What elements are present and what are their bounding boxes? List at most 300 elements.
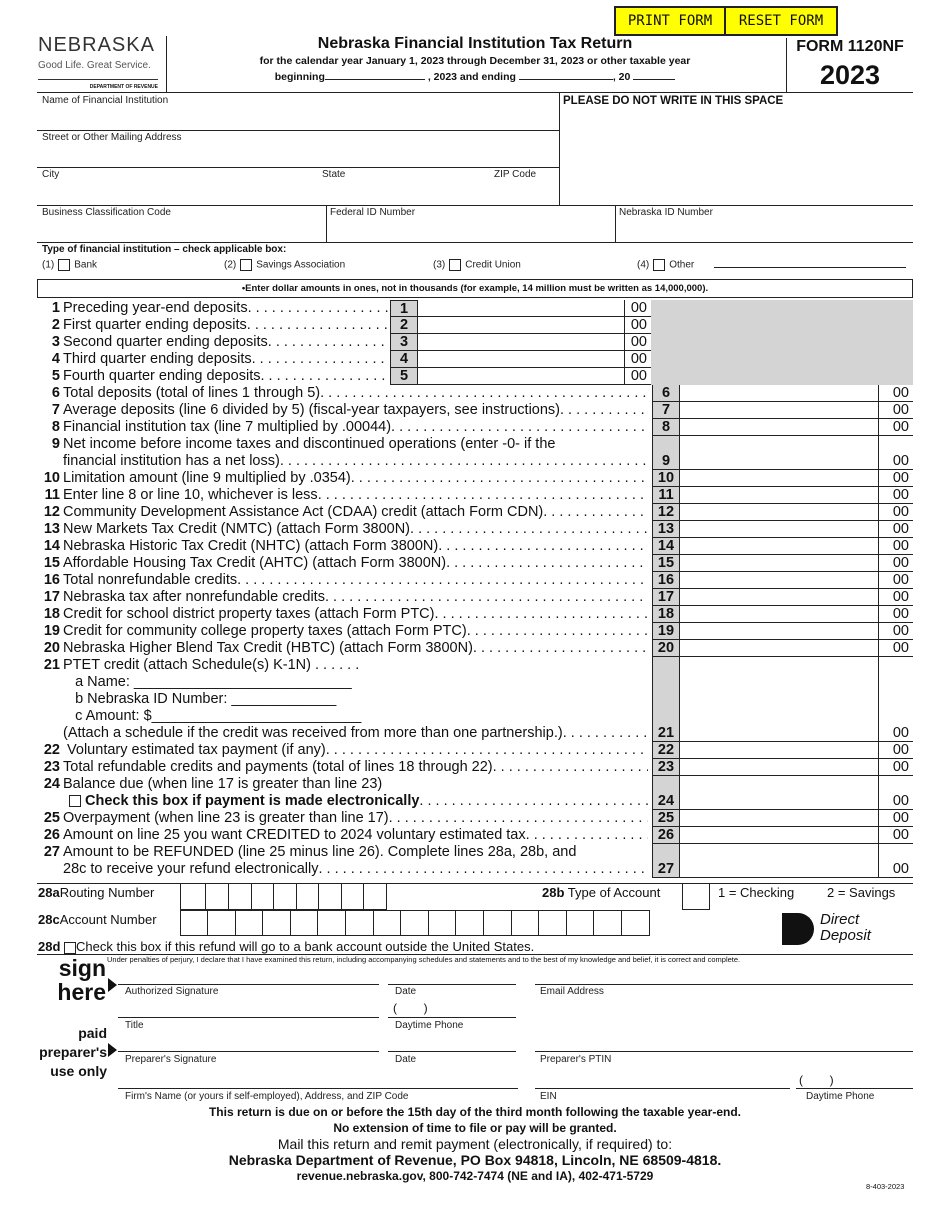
- shaded-area: [651, 351, 913, 368]
- line-text: 28c to receive your refund electronically: [63, 861, 319, 877]
- routing-digit[interactable]: [341, 883, 364, 910]
- ein-label: EIN: [540, 1091, 557, 1102]
- cents: 00: [878, 759, 913, 776]
- line-box: [652, 708, 680, 725]
- foreign-account-checkbox[interactable]: [64, 942, 76, 954]
- line-description: [63, 470, 648, 487]
- account-digit[interactable]: [290, 910, 318, 936]
- line-row: [0, 572, 950, 589]
- account-type-label: [542, 885, 660, 900]
- preparer-signature-line[interactable]: [118, 1051, 379, 1052]
- amount-input: [680, 844, 878, 861]
- line-description: [63, 640, 648, 657]
- phone-line[interactable]: [388, 1017, 516, 1018]
- divider: [559, 92, 560, 205]
- option-label: Bank: [74, 259, 98, 271]
- option-number: (3): [433, 259, 446, 271]
- inner-amount-input[interactable]: [418, 351, 624, 368]
- tax-year-period: [170, 71, 780, 83]
- amount-input[interactable]: [680, 521, 878, 538]
- routing-digit[interactable]: [206, 883, 229, 910]
- option-label: Other: [669, 259, 695, 271]
- amount-input[interactable]: [680, 725, 878, 742]
- dot-leader: [325, 589, 648, 606]
- line-box: [652, 844, 680, 861]
- dot-leader: [247, 317, 388, 334]
- cents: 00: [878, 827, 913, 844]
- cents: 00: [878, 861, 913, 878]
- cents: 00: [878, 623, 913, 640]
- rule: [37, 92, 913, 93]
- type-other[interactable]: [637, 259, 906, 271]
- label-text: Routing Number: [59, 885, 155, 900]
- line-description: [63, 419, 648, 436]
- dot-leader: [446, 555, 648, 572]
- amount-input[interactable]: [680, 555, 878, 572]
- line-row: [0, 708, 950, 725]
- name-label: Name of Financial Institution: [42, 95, 169, 106]
- shaded-area: [651, 317, 913, 334]
- phone-area-code: ( ): [393, 1001, 428, 1015]
- ein-line[interactable]: [535, 1088, 790, 1089]
- dot-leader: [280, 453, 648, 470]
- option-label: Savings Association: [256, 259, 346, 271]
- savings-option: 2 = Savings: [827, 885, 896, 900]
- line-box: 22: [652, 742, 680, 759]
- checkbox[interactable]: [449, 259, 461, 271]
- rule: [37, 205, 913, 206]
- inner-amount-input[interactable]: [418, 368, 624, 385]
- dot-leader: [560, 402, 648, 419]
- amount-input: [680, 708, 878, 725]
- account-digit[interactable]: [208, 910, 236, 936]
- checkbox[interactable]: [653, 259, 665, 271]
- amount-input[interactable]: [680, 623, 878, 640]
- email-line[interactable]: [535, 984, 913, 985]
- cents: 00: [878, 606, 913, 623]
- address-input[interactable]: [37, 145, 557, 165]
- line-description: [63, 436, 648, 453]
- line-row: [0, 470, 950, 487]
- cents: 00: [878, 555, 913, 572]
- line-box: [652, 657, 680, 674]
- dot-leader: [389, 810, 648, 827]
- line-row: [0, 351, 950, 368]
- line-description: [63, 385, 648, 402]
- cents: [878, 674, 913, 691]
- dot-leader: [351, 470, 648, 487]
- routing-digit[interactable]: [319, 883, 342, 910]
- account-digit[interactable]: [235, 910, 263, 936]
- label-text: Check this box if this refund will go to a bank account outside the United States.: [76, 939, 535, 954]
- line-text: Nebraska Historic Tax Credit (NHTC) (attach Form 3800N): [63, 538, 439, 554]
- cents: [878, 708, 913, 725]
- cents: 00: [624, 300, 651, 317]
- line-number: 25: [43, 810, 60, 826]
- amount-input[interactable]: [680, 385, 878, 402]
- reset-form-button[interactable]: RESET FORM: [724, 6, 838, 36]
- phone-label: Daytime Phone: [395, 1020, 464, 1031]
- ending-year-field[interactable]: [633, 79, 675, 80]
- line-number: 15: [43, 555, 60, 571]
- account-digit[interactable]: [373, 910, 401, 936]
- year-prefix: , 20: [612, 71, 631, 83]
- line-number: 11: [44, 487, 60, 503]
- line-text: Financial institution tax (line 7 multiplied by .00044): [63, 419, 392, 435]
- ending-label: , 2023 and ending: [427, 71, 516, 83]
- label-text: use only: [50, 1063, 107, 1079]
- name-input[interactable]: [37, 108, 557, 128]
- line-number: 2: [51, 317, 60, 333]
- cents: 00: [878, 487, 913, 504]
- dot-leader: [467, 623, 648, 640]
- preparer-date-label: Date: [395, 1054, 417, 1065]
- line-text: Enter line 8 or line 10, whichever is less: [63, 487, 318, 503]
- line-description: [63, 776, 648, 793]
- line-text: First quarter ending deposits: [63, 317, 247, 333]
- line-text: b Nebraska ID Number: _____________: [63, 691, 337, 707]
- line-number: 19: [43, 623, 60, 639]
- account-digit[interactable]: [456, 910, 484, 936]
- line-text: Credit for community college property taxes (attach Form PTC): [63, 623, 467, 639]
- dot-leader: [438, 538, 648, 555]
- paid-preparer-label: [20, 1024, 107, 1081]
- account-digit[interactable]: [484, 910, 512, 936]
- line-row: [0, 589, 950, 606]
- dot-leader: [320, 385, 648, 402]
- line-number: 28a: [38, 885, 60, 900]
- dot-leader: [543, 504, 648, 521]
- payment-electronic-checkbox[interactable]: [69, 795, 81, 807]
- cents: 00: [878, 385, 913, 402]
- account-digit[interactable]: [428, 910, 456, 936]
- cents: 00: [878, 725, 913, 742]
- line-description: [63, 827, 648, 844]
- line-row: [0, 827, 950, 844]
- amount-input[interactable]: [680, 810, 878, 827]
- cents: 00: [878, 470, 913, 487]
- account-digit[interactable]: [401, 910, 429, 936]
- cents: 00: [624, 368, 651, 385]
- routing-digit[interactable]: [296, 883, 319, 910]
- account-digit[interactable]: [594, 910, 622, 936]
- account-digit[interactable]: [263, 910, 291, 936]
- line-row: [0, 453, 950, 470]
- due-date-text: This return is due on or before the 15th day of the third month following the taxable year-end.: [208, 1105, 742, 1119]
- routing-digit[interactable]: [364, 883, 387, 910]
- date-line[interactable]: [388, 984, 516, 985]
- line-text: Affordable Housing Tax Credit (AHTC) (attach Form 3800N): [63, 555, 447, 571]
- date-label: Date: [395, 986, 417, 997]
- extension-text: No extension of time to file or pay will be granted.: [333, 1121, 617, 1135]
- line-number: 18: [43, 606, 60, 622]
- foreign-account-line: [38, 939, 534, 954]
- rule: [37, 167, 559, 168]
- checking-option: 1 = Checking: [718, 885, 795, 900]
- line-row: [0, 487, 950, 504]
- dollar-notice: •Enter dollar amounts in ones, not in thousands (for example, 14 million must be written as 14,000,000).: [37, 279, 913, 298]
- bcc-label: Business Classification Code: [42, 207, 171, 218]
- form-header: [170, 35, 780, 83]
- line-number: 17: [43, 589, 60, 605]
- account-digit[interactable]: [566, 910, 594, 936]
- line-box: 23: [652, 759, 680, 776]
- line-row: [0, 810, 950, 827]
- line-text: Total refundable credits and payments (total of lines 18 through 22): [63, 759, 493, 775]
- account-type-input[interactable]: [682, 884, 710, 910]
- type-bank[interactable]: [42, 259, 97, 271]
- cents: 00: [878, 419, 913, 436]
- logo-tagline: Good Life. Great Service.: [38, 60, 151, 71]
- line-row: [0, 623, 950, 640]
- contact-text: revenue.nebraska.gov, 800-742-7474 (NE and IA), 402-471-5729: [296, 1169, 654, 1183]
- line-number: 27: [43, 844, 60, 860]
- logo-name: NEBRASKA: [38, 34, 155, 56]
- cents: 00: [878, 572, 913, 589]
- option-number: (2): [224, 259, 237, 271]
- amount-input[interactable]: [680, 759, 878, 776]
- line-box: [652, 691, 680, 708]
- amount-input: [680, 436, 878, 453]
- dot-leader: [410, 521, 648, 538]
- cents: [878, 844, 913, 861]
- line-row: [0, 657, 950, 674]
- dot-leader: [493, 759, 648, 776]
- line-box: 15: [652, 555, 680, 572]
- line-text: Credit for school district property taxes (attach Form PTC): [63, 606, 435, 622]
- cents: 00: [878, 453, 913, 470]
- line-number: 13: [43, 521, 60, 537]
- line-number: 8: [51, 419, 60, 435]
- amount-input[interactable]: [680, 742, 878, 759]
- label-text: sign: [58, 955, 106, 981]
- amount-input[interactable]: [680, 402, 878, 419]
- routing-label: [38, 885, 154, 900]
- amount-input[interactable]: [680, 827, 878, 844]
- line-row: [0, 844, 950, 861]
- amount-input[interactable]: [680, 504, 878, 521]
- line-box: 13: [652, 521, 680, 538]
- dot-leader: [391, 419, 648, 436]
- firm-label: Firm's Name (or yours if self-employed), Address, and ZIP Code: [125, 1091, 409, 1102]
- office-use-label: PLEASE DO NOT WRITE IN THIS SPACE: [563, 95, 784, 107]
- address-text: Nebraska Department of Revenue, PO Box 94818, Lincoln, NE 68509-4818.: [228, 1152, 722, 1168]
- cents: 00: [878, 402, 913, 419]
- sign-here-label: [50, 956, 106, 1004]
- routing-digit[interactable]: [180, 883, 206, 910]
- line-row: [0, 759, 950, 776]
- label-text: preparer's: [39, 1044, 107, 1060]
- option-number: (4): [637, 259, 650, 271]
- line-number: 12: [43, 504, 60, 520]
- cents: 00: [878, 810, 913, 827]
- amount-input[interactable]: [680, 419, 878, 436]
- beginning-label: beginning: [274, 71, 325, 83]
- line-box: [652, 674, 680, 691]
- line-number: 4: [51, 351, 60, 367]
- line-number: 7: [51, 402, 60, 418]
- amount-input[interactable]: [680, 793, 878, 810]
- line-row: [0, 334, 950, 351]
- line-description: [63, 589, 648, 606]
- state-label: State: [322, 169, 346, 180]
- line-text: (Attach a schedule if the credit was received from more than one partnership.): [63, 725, 563, 741]
- inner-line-box: 3: [390, 334, 418, 351]
- cents: 00: [878, 504, 913, 521]
- line-box: 7: [652, 402, 680, 419]
- city-label: City: [42, 169, 60, 180]
- line-description: [63, 861, 648, 878]
- line-text: PTET credit (attach Schedule(s) K-1N) . . . . . .: [63, 657, 360, 673]
- account-digit[interactable]: [346, 910, 374, 936]
- shaded-area: [651, 334, 913, 351]
- account-digit[interactable]: [622, 910, 650, 936]
- line-row: [0, 691, 950, 708]
- label-text: Account Number: [59, 912, 157, 927]
- line-box: 6: [652, 385, 680, 402]
- signature-line[interactable]: [118, 984, 379, 985]
- amount-input: [680, 776, 878, 793]
- amount-input[interactable]: [680, 487, 878, 504]
- line-row: [0, 317, 950, 334]
- line-number: 20: [43, 640, 60, 656]
- line-row: [0, 538, 950, 555]
- dot-leader: [563, 725, 648, 742]
- line-text: Amount on line 25 you want CREDITED to 2024 voluntary estimated tax: [63, 827, 526, 843]
- amount-input[interactable]: [680, 606, 878, 623]
- line-text: Preceding year-end deposits: [63, 300, 248, 316]
- inner-line-box: 5: [390, 368, 418, 385]
- preparer-date-line[interactable]: [388, 1051, 516, 1052]
- line-number: 23: [43, 759, 60, 775]
- print-form-button[interactable]: PRINT FORM: [614, 6, 726, 36]
- line-row: [0, 555, 950, 572]
- line-row: [0, 385, 950, 402]
- line-text: Limitation amount (line 9 multiplied by .0354): [63, 470, 351, 486]
- dot-leader: [326, 742, 648, 759]
- line-box: 10: [652, 470, 680, 487]
- line-row: [0, 640, 950, 657]
- cents: [878, 776, 913, 793]
- amount-input[interactable]: [680, 538, 878, 555]
- preparer-phone-area-code: ( ): [799, 1073, 834, 1087]
- account-digit[interactable]: [318, 910, 346, 936]
- account-digit[interactable]: [180, 910, 208, 936]
- amount-input[interactable]: [680, 589, 878, 606]
- line-text: Third quarter ending deposits: [63, 351, 252, 367]
- account-digit[interactable]: [539, 910, 567, 936]
- line-row: [0, 776, 950, 793]
- type-credit-union[interactable]: [433, 259, 521, 271]
- cents: 00: [878, 521, 913, 538]
- preparer-phone-label: Daytime Phone: [806, 1091, 875, 1102]
- inner-amount-input[interactable]: [418, 334, 624, 351]
- beginning-field[interactable]: [325, 79, 425, 80]
- routing-digit[interactable]: [274, 883, 297, 910]
- line-number: 28b: [542, 885, 565, 900]
- logo-text: Direct: [820, 911, 860, 928]
- amount-input[interactable]: [680, 640, 878, 657]
- perjury-statement: Under penalties of perjury, I declare that I have examined this return, including accompanying schedules and statements and to the best of my knowledge and belief, it is correct and complete.: [107, 955, 741, 964]
- dot-leader: [526, 827, 648, 844]
- checkbox[interactable]: [240, 259, 252, 271]
- page-title: Nebraska Financial Institution Tax Return: [317, 35, 633, 52]
- dot-leader: [252, 351, 388, 368]
- inner-amount-input[interactable]: [418, 317, 624, 334]
- line-number: 6: [51, 385, 60, 401]
- divider: [166, 36, 167, 92]
- cents: 00: [878, 742, 913, 759]
- other-input[interactable]: [714, 267, 906, 268]
- line-text: Nebraska tax after nonrefundable credits: [63, 589, 325, 605]
- line-text: Check this box if payment is made electronically: [85, 793, 420, 809]
- line-row: [0, 725, 950, 742]
- line-text: Amount to be REFUNDED (line 25 minus line 26). Complete lines 28a, 28b, and: [63, 844, 577, 860]
- line-number: 22: [43, 742, 60, 758]
- line-text: Total nonrefundable credits: [63, 572, 238, 588]
- routing-digit[interactable]: [251, 883, 274, 910]
- dot-leader: [434, 606, 648, 623]
- dot-leader: [261, 368, 389, 385]
- account-digit[interactable]: [511, 910, 539, 936]
- line-description: [63, 691, 648, 708]
- checkbox[interactable]: [58, 259, 70, 271]
- line-box: 26: [652, 827, 680, 844]
- line-text: Nebraska Higher Blend Tax Credit (HBTC) (attach Form 3800N): [63, 640, 473, 656]
- line-box: 19: [652, 623, 680, 640]
- amount-input[interactable]: [680, 453, 878, 470]
- type-savings[interactable]: [224, 259, 345, 271]
- amount-input[interactable]: [680, 470, 878, 487]
- dot-leader: [318, 487, 648, 504]
- divider: [615, 205, 616, 242]
- line-row: [0, 606, 950, 623]
- shaded-area: [651, 300, 913, 317]
- line-description: [63, 351, 388, 368]
- label-text: paid: [78, 1025, 107, 1041]
- line-description: [63, 317, 388, 334]
- dot-leader: [319, 861, 649, 878]
- firm-line[interactable]: [118, 1088, 518, 1089]
- line-text: Overpayment (when line 23 is greater than line 17): [63, 810, 389, 826]
- form-id: [790, 38, 910, 91]
- inner-amount-input[interactable]: [418, 300, 624, 317]
- line-box: 27: [652, 861, 680, 878]
- routing-digit[interactable]: [229, 883, 252, 910]
- preparer-phone-line[interactable]: [796, 1088, 913, 1089]
- line-text: Fourth quarter ending deposits: [63, 368, 261, 384]
- ptin-line[interactable]: [535, 1051, 913, 1052]
- line-box: 12: [652, 504, 680, 521]
- preparer-signature-label: Preparer's Signature: [125, 1054, 217, 1065]
- line-box: 17: [652, 589, 680, 606]
- amount-input[interactable]: [680, 572, 878, 589]
- divider: [326, 205, 327, 242]
- line-box: 16: [652, 572, 680, 589]
- line-number: 3: [51, 334, 60, 350]
- ending-field[interactable]: [519, 79, 613, 80]
- inner-line-box: 4: [390, 351, 418, 368]
- shaded-area: [651, 368, 913, 385]
- inner-line-box: 1: [390, 300, 418, 317]
- form-code: 8-403-2023: [866, 1182, 905, 1191]
- amount-input[interactable]: [680, 861, 878, 878]
- cents: 00: [624, 317, 651, 334]
- cents: 00: [878, 538, 913, 555]
- title-line[interactable]: [118, 1017, 379, 1018]
- amount-input: [680, 674, 878, 691]
- line-number: 24: [43, 776, 60, 792]
